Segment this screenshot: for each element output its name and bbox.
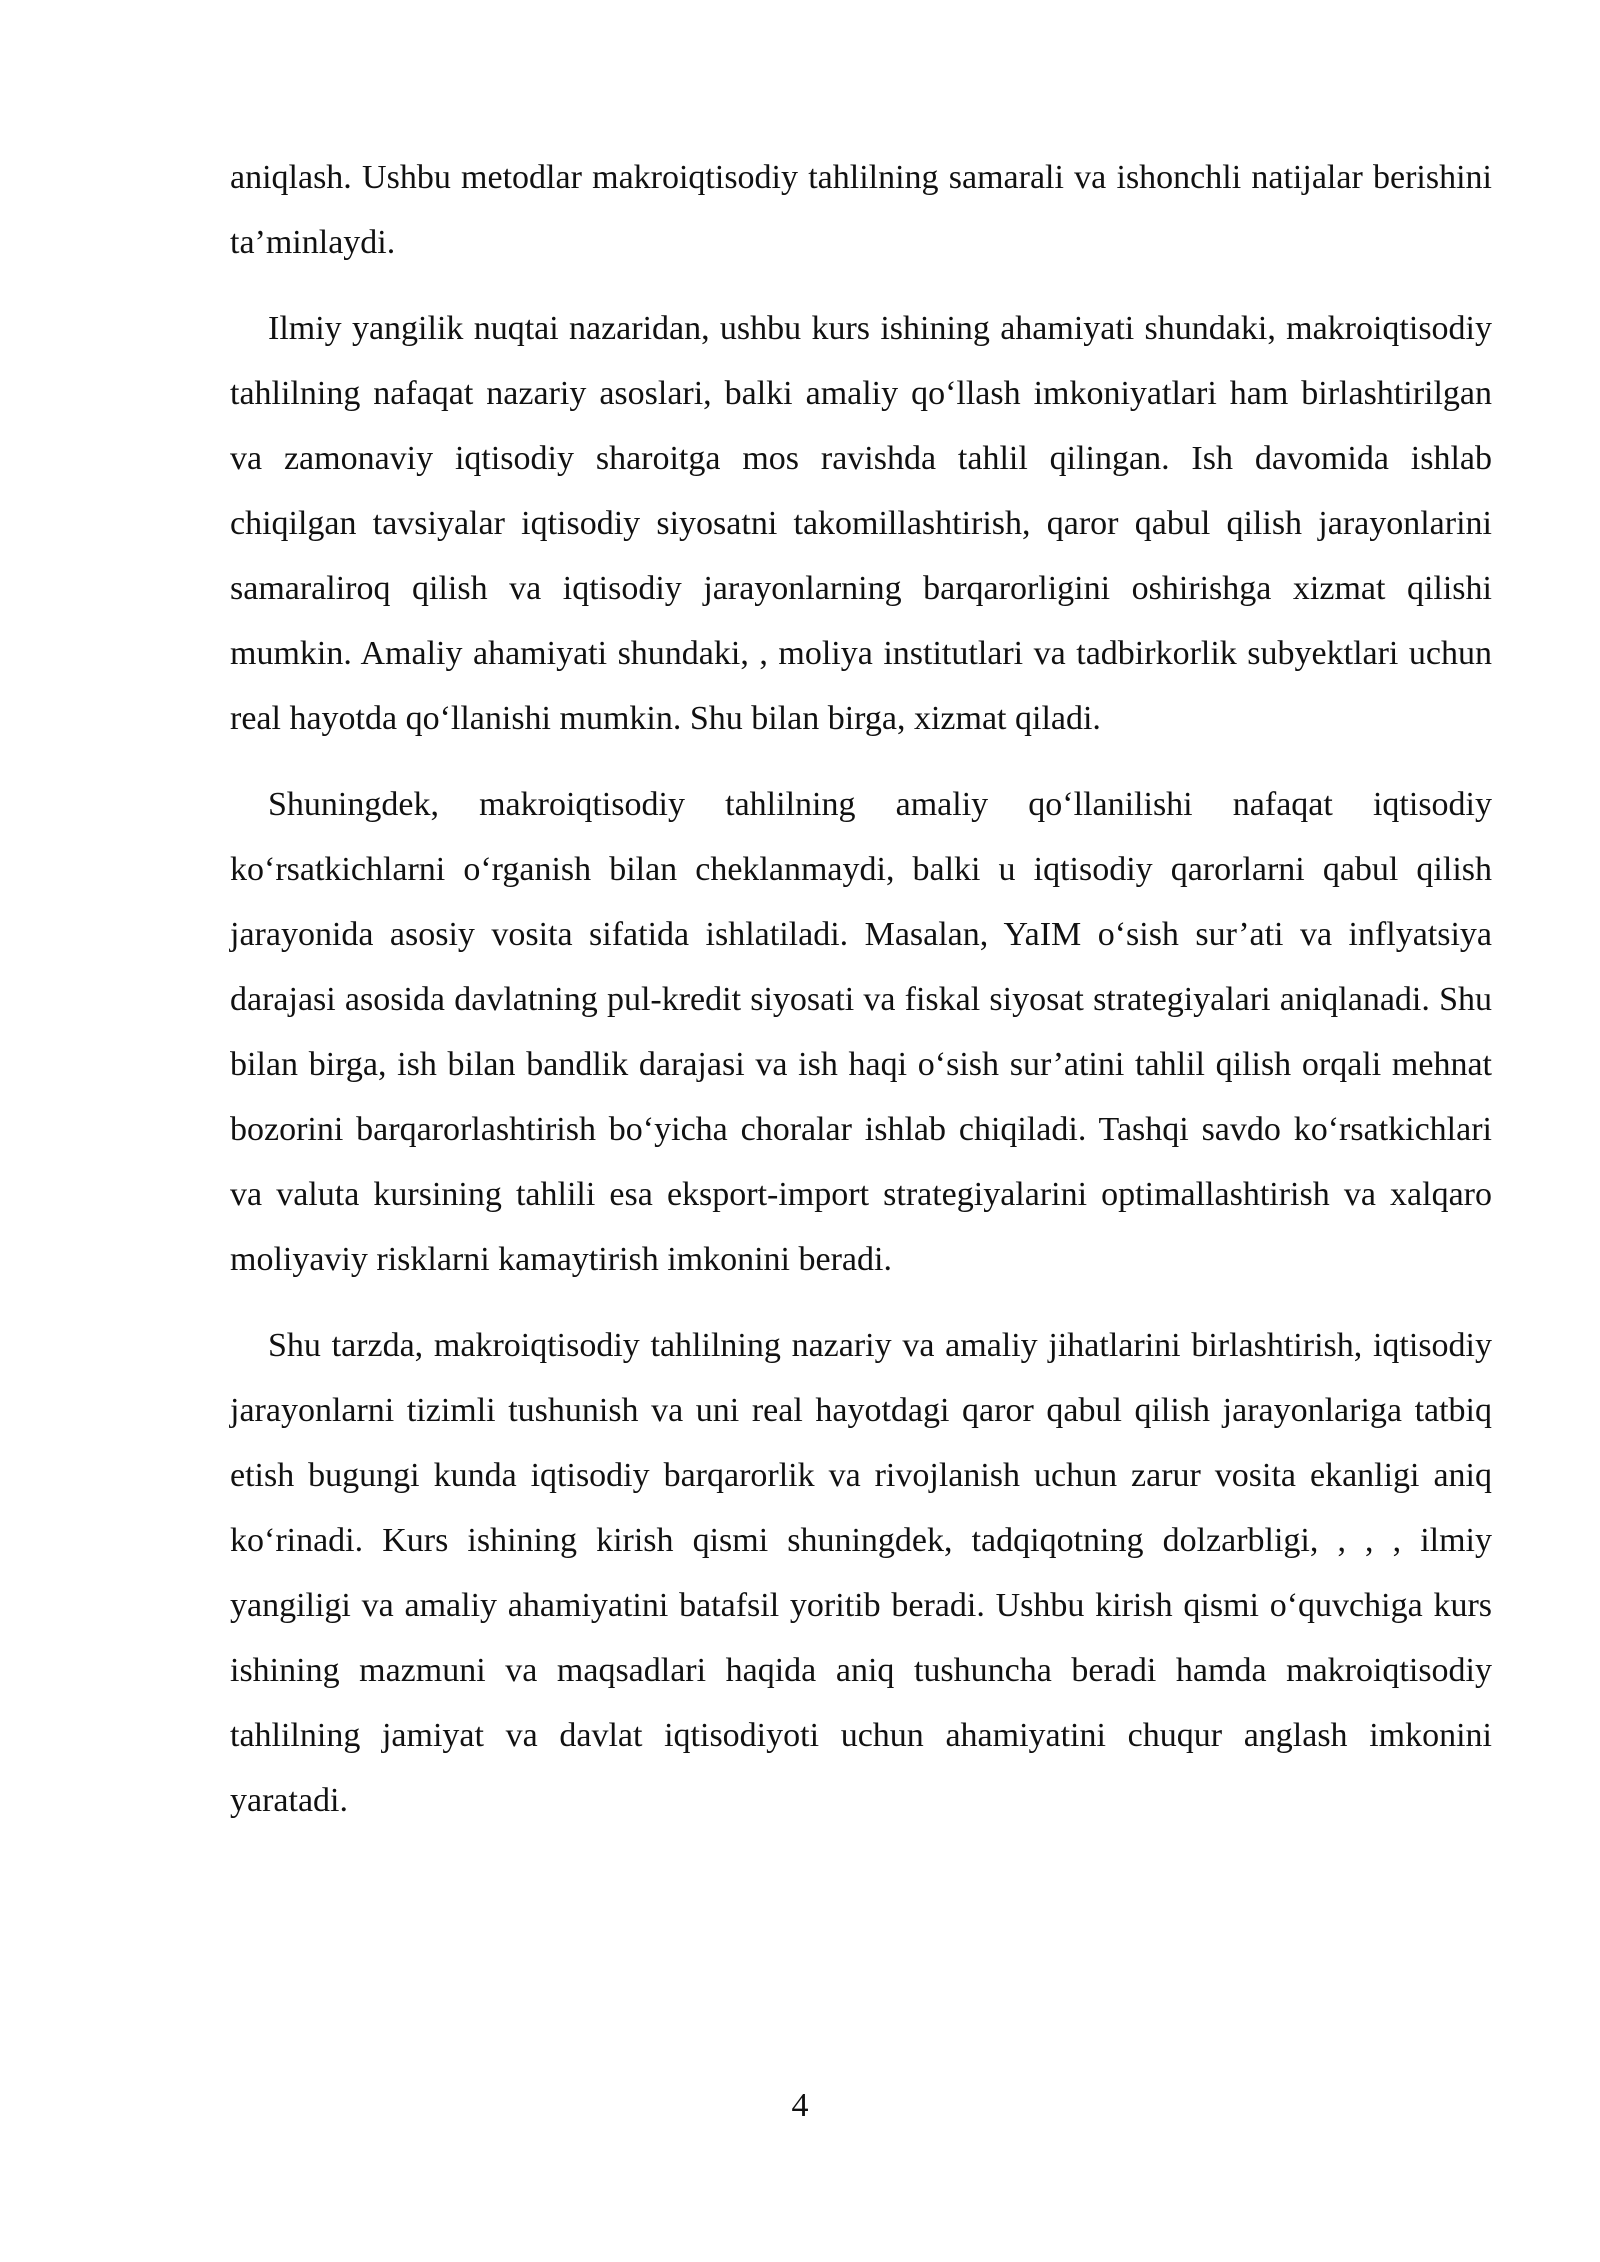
body-text: [230, 145, 1492, 1854]
paragraph-conclusion: Shu tarzda, makroiqtisodiy tahlilning nazariy va amaliy jihatlarini birlashtirish, iqtisodiy jarayonlarni tizimli tushunish va uni real hayotdagi qaror qabul qilish jarayonlariga tatbiq etish bugungi kunda iqtisodiy barqarorlik va rivojlanish uchun zarur vosita ekanligi aniq ko‘rinadi. Kurs ishining kirish qismi shuningdek, tadqiqotning dolzarbligi, , , , ilmiy yangiligi va amaliy ahamiyatini batafsil yoritib beradi. Ushbu kirish qismi o‘quvchiga kurs ishining mazmuni va maqsadlari haqida aniq tushuncha beradi hamda makroiqtisodiy tahlilning jamiyat va davlat iqtisodiyoti uchun ahamiyatini chuqur anglash imkonini yaratadi.: [230, 1327, 1492, 1819]
page-number: 4: [791, 2087, 809, 2124]
paragraph-scientific-novelty: Ilmiy yangilik nuqtai nazaridan, ushbu kurs ishining ahamiyati shundaki, makroiqtisodiy tahlilning nafaqat nazariy asoslari, balki amaliy qo‘llash imkoniyatlari ham birlashtirilgan va zamonaviy iqtisodiy sharoitga mos ravishda tahlil qilingan. Ish davomida ishlab chiqilgan tavsiyalar iqtisodiy siyosatni takomillashtirish, qaror qabul qilish jarayonlarini samaraliroq qilish va iqtisodiy jarayonlarning barqarorligini oshirishga xizmat qilishi mumkin. Amaliy ahamiyati shundaki, , moliya institutlari va tadbirkorlik subyektlari uchun real hayotda qo‘llanishi mumkin. Shu bilan birga, xizmat qiladi.: [230, 310, 1492, 737]
paragraph-continuation: aniqlash. Ushbu metodlar makroiqtisodiy tahlilning samarali va ishonchli natijalar berishini ta’minlaydi.: [230, 159, 1492, 261]
paragraph-practical-application: Shuningdek, makroiqtisodiy tahlilning amaliy qo‘llanilishi nafaqat iqtisodiy ko‘rsatkichlarni o‘rganish bilan cheklanmaydi, balki u iqtisodiy qarorlarni qabul qilish jarayonida asosiy vosita sifatida ishlatiladi. Masalan, YaIM o‘sish sur’ati va inflyatsiya darajasi asosida davlatning pul-kredit siyosati va fiskal siyosat strategiyalari aniqlanadi. Shu bilan birga, ish bilan bandlik darajasi va ish haqi o‘sish sur’atini tahlil qilish orqali mehnat bozorini barqarorlashtirish bo‘yicha choralar ishlab chiqiladi. Tashqi savdo ko‘rsatkichlari va valuta kursining tahlili esa eksport-import strategiyalarini optimallashtirish va xalqaro moliyaviy risklarni kamaytirish imkonini beradi.: [230, 786, 1492, 1278]
